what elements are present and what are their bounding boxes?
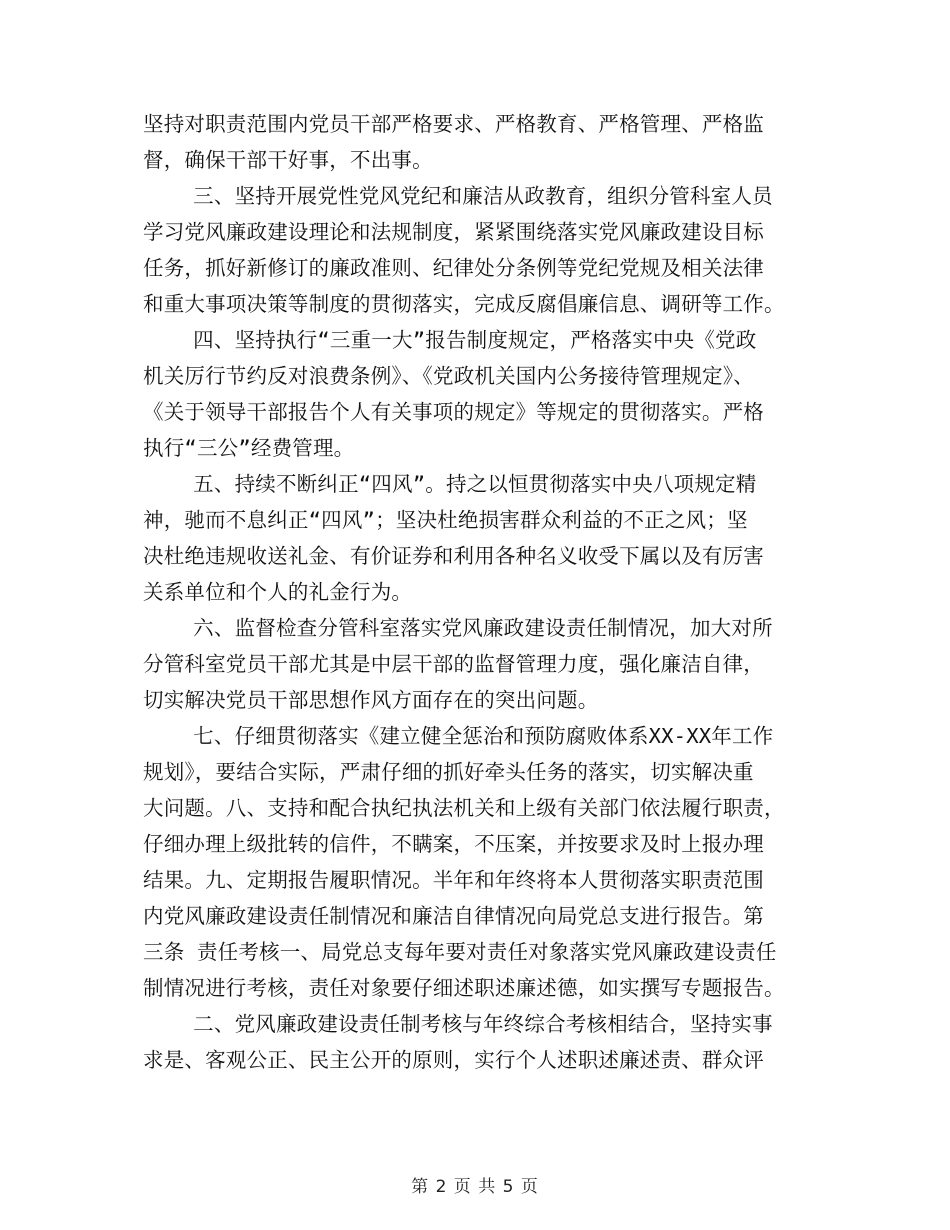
text-line: 督，确保干部干好事，不出事。: [143, 148, 433, 172]
text-line: 结果。九、定期报告履职情况。半年和年终将本人贯彻落实职责范围: [143, 868, 764, 892]
text-line: 求是、客观公正、民主公开的原则，实行个人述职述廉述责、群众评: [143, 1048, 764, 1072]
text-line: 《关于领导干部报告个人有关事项的规定》等规定的贯彻落实。严格: [143, 400, 764, 424]
text-line: 决杜绝违规收送礼金、有价证券和利用各种名义收受下属以及有厉害: [143, 544, 764, 568]
text-line: 切实解决党员干部思想作风方面存在的突出问题。: [143, 688, 599, 712]
text-line: 机关厉行节约反对浪费条例》、《党政机关国内公务接待管理规定》、: [143, 364, 754, 388]
text-line: 执行“三公”经费管理。: [143, 436, 355, 460]
text-line: 仔细办理上级批转的信件，不瞒案，不压案，并按要求及时上报办理: [143, 832, 764, 856]
text-line: 六、监督检查分管科室落实党风廉政建设责任制情况，加大对所: [143, 616, 773, 640]
text-line: 关系单位和个人的礼金行为。: [143, 580, 413, 604]
text-line: 分管科室党员干部尤其是中层干部的监督管理力度，强化廉洁自律，: [143, 652, 764, 676]
text-line: 神，驰而不息纠正“四风”；坚决杜绝损害群众利益的不正之风；坚: [143, 508, 748, 532]
text-line: 任务，抓好新修订的廉政准则、纪律处分条例等党纪党规及相关法律: [143, 256, 764, 280]
text-line: 大问题。八、支持和配合执纪执法机关和上级有关部门依法履行职责，: [143, 796, 785, 820]
page-number: 第 2 页 共 5 页: [411, 1177, 539, 1197]
text-line: 制情况进行考核，责任对象要仔细述职述廉述德，如实撰写专题报告。: [143, 976, 785, 1000]
text-line: 学习党风廉政建设理论和法规制度，紧紧围绕落实党风廉政建设目标: [143, 220, 764, 244]
text-line: 坚持对职责范围内党员干部严格要求、严格教育、严格管理、严格监: [143, 112, 764, 136]
text-line: 四、坚持执行“三重一大”报告制度规定，严格落实中央《党政: [143, 328, 757, 352]
text-line: 三、坚持开展党性党风党纪和廉洁从政教育，组织分管科室人员: [143, 184, 773, 208]
text-line: 五、持续不断纠正“四风”。持之以恒贯彻落实中央八项规定精: [143, 472, 757, 496]
text-line: 规划》，要结合实际，严肃仔细的抓好牵头任务的落实，切实解决重: [143, 760, 754, 784]
text-line: 内党风廉政建设责任制情况和廉洁自律情况向局党总支进行报告。第: [143, 904, 764, 928]
text-line: 三条 责任考核一、局党总支每年要对责任对象落实党风廉政建设责任: [143, 940, 777, 964]
text-line: 二、党风廉政建设责任制考核与年终综合考核相结合，坚持实事: [143, 1012, 773, 1036]
text-line: 七、仔细贯彻落实《建立健全惩治和预防腐败体系XX-XX年工作: [143, 724, 774, 748]
text-line: 和重大事项决策等制度的贯彻落实，完成反腐倡廉信息、调研等工作。: [143, 292, 785, 316]
